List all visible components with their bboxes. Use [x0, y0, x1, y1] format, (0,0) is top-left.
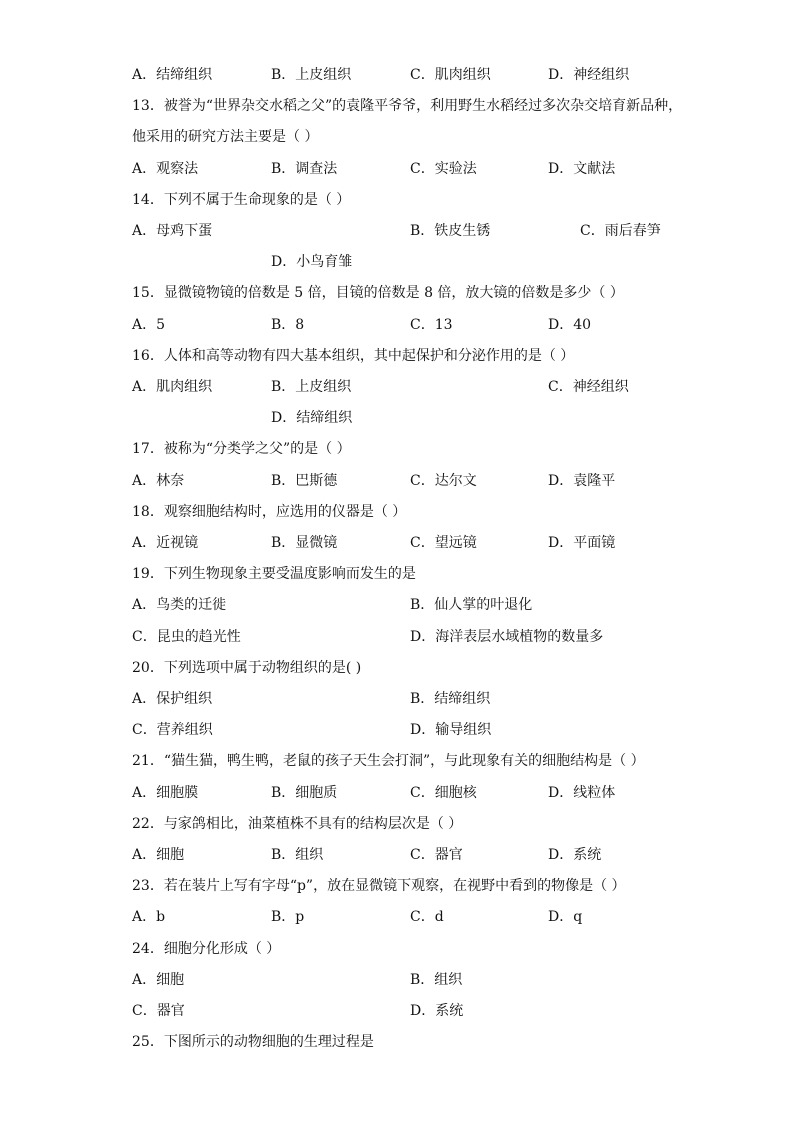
answer-option: A．细胞: [132, 847, 185, 863]
answer-option: A．保护组织: [132, 691, 213, 707]
options-row: [0, 313, 794, 337]
answer-option: B．调查法: [271, 160, 338, 177]
question-text: 22．与家鸽相比，油菜植株不具有的结构层次是（ ）: [132, 815, 463, 832]
question-text: 14．下列不属于生命现象的是（ ）: [132, 191, 351, 208]
answer-option: B．细胞质: [271, 784, 338, 801]
answer-option: B．组织: [410, 971, 463, 988]
question-text: 13．被誉为“世界杂交水稻之父”的袁隆平爷爷，利用野生水稻经过多次杂交培育新品种，: [132, 98, 683, 115]
question-text: 23．若在装片上写有字母“p”，放在显微镜下观察，在视野中看到的物像是（ ）: [132, 878, 626, 895]
answer-option: B．巴斯德: [271, 472, 338, 489]
question-text: 20．下列选项中属于动物组织的是( ): [132, 659, 362, 676]
options-row: [0, 999, 794, 1023]
answer-option: D．平面镜: [548, 535, 616, 551]
answer-option: C．细胞核: [410, 784, 477, 801]
options-row: [0, 219, 794, 243]
answer-option: D．线粒体: [548, 784, 616, 801]
options-row: [0, 968, 794, 992]
question-text: 18．观察细胞结构时，应选用的仪器是（ ）: [132, 503, 407, 520]
answer-option: A．母鸡下蛋: [132, 223, 213, 239]
options-row: [0, 687, 794, 711]
answer-option: C．望远镜: [410, 535, 477, 551]
answer-option: B．铁皮生锈: [410, 223, 491, 239]
options-row: [0, 625, 794, 649]
question-text: 24．细胞分化形成（ ）: [132, 940, 281, 957]
answer-option: C．达尔文: [410, 472, 477, 489]
options-row: [0, 718, 794, 742]
answer-option: D．系统: [548, 847, 602, 863]
answer-option: D．神经组织: [548, 67, 630, 83]
answer-option: A．细胞膜: [132, 784, 199, 801]
options-row: [0, 157, 794, 181]
answer-option: B．仙人掌的叶退化: [410, 597, 533, 614]
answer-option: D．q: [548, 909, 583, 926]
answer-option: B．p: [271, 909, 305, 926]
answer-option: C．13: [410, 316, 453, 333]
answer-option: B．8: [271, 316, 305, 333]
options-row: [0, 781, 794, 805]
answer-option: C．实验法: [410, 160, 477, 177]
answer-option: C．营养组织: [132, 722, 213, 739]
answer-option: C．肌肉组织: [410, 67, 491, 83]
question-text: 21．“猫生猫，鸭生鸭，老鼠的孩子天生会打洞”，与此现象有关的细胞结构是（ ）: [132, 753, 645, 770]
answer-option: D．袁隆平: [548, 472, 616, 489]
question-text: 16．人体和高等动物有四大基本组织，其中起保护和分泌作用的是（ ）: [132, 347, 575, 364]
answer-option: A．近视镜: [132, 535, 199, 551]
options-row: [0, 406, 794, 430]
answer-option: C．雨后春笋: [580, 223, 661, 239]
answer-option: B．上皮组织: [271, 67, 352, 83]
answer-option: C．神经组织: [548, 379, 629, 395]
options-row: [0, 905, 794, 929]
answer-option: D．海洋表层水域植物的数量多: [410, 628, 604, 645]
question-text: 他采用的研究方法主要是（ ）: [132, 129, 319, 146]
answer-option: C．器官: [132, 1003, 185, 1019]
options-row: [0, 250, 794, 274]
answer-option: A．5: [132, 316, 166, 333]
answer-option: A．鸟类的迁徙: [132, 597, 227, 614]
options-row: [0, 531, 794, 555]
answer-option: A．结缔组织: [132, 67, 213, 83]
answer-option: D．结缔组织: [271, 410, 353, 427]
question-text: 25．下图所示的动物细胞的生理过程是: [132, 1034, 374, 1051]
answer-option: B．上皮组织: [271, 379, 352, 395]
answer-option: D．40: [548, 316, 592, 333]
answer-option: A．观察法: [132, 160, 199, 177]
answer-option: B．结缔组织: [410, 691, 491, 707]
answer-option: D．文献法: [548, 160, 616, 177]
question-text: 17．被称为“分类学之父”的是（ ）: [132, 441, 351, 458]
answer-option: B．组织: [271, 847, 324, 863]
answer-option: D．系统: [410, 1003, 464, 1019]
answer-option: A．肌肉组织: [132, 379, 213, 395]
answer-option: D．小鸟育雏: [271, 254, 353, 271]
answer-option: A．细胞: [132, 971, 185, 988]
question-text: 19．下列生物现象主要受温度影响而发生的是: [132, 566, 416, 583]
options-row: [0, 593, 794, 617]
answer-option: C．昆虫的趋光性: [132, 628, 241, 645]
answer-option: B．显微镜: [271, 535, 338, 551]
answer-option: A．b: [132, 909, 166, 926]
answer-option: A．林奈: [132, 472, 185, 489]
options-row: [0, 63, 794, 87]
options-row: [0, 843, 794, 867]
answer-option: C．d: [410, 909, 444, 926]
question-text: 15．显微镜物镜的倍数是 5 倍，目镜的倍数是 8 倍，放大镜的倍数是多少（ ）: [132, 285, 624, 302]
answer-option: C．器官: [410, 847, 463, 863]
options-row: [0, 375, 794, 399]
answer-option: D．输导组织: [410, 722, 492, 739]
options-row: [0, 469, 794, 493]
